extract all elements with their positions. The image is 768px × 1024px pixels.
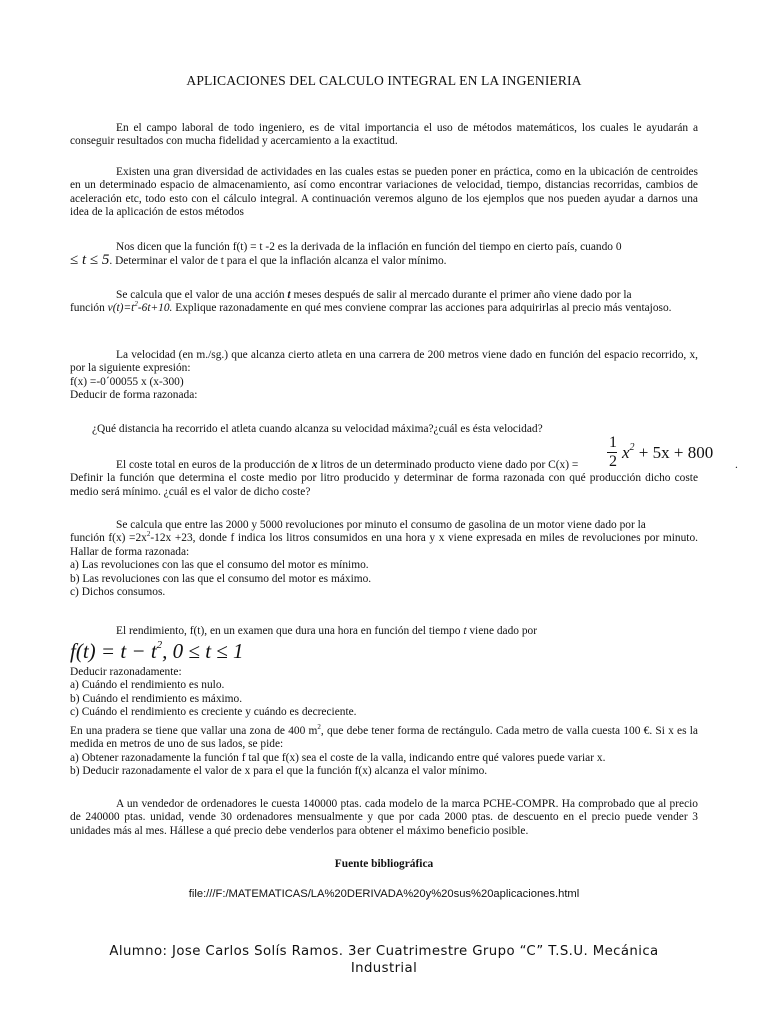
variable-x: x <box>311 459 318 471</box>
exam-questions <box>70 666 698 720</box>
exam-formula: $f(t) = t - t^2$, 0 ≤ t ≤ 1 <box>70 639 244 663</box>
problem-inflation-line2 <box>70 254 698 268</box>
athlete-instruction: Deducir de forma razonada: <box>70 389 198 402</box>
document-title: APLICACIONES DEL CALCULO INTEGRAL EN LA INGENIERIA <box>186 73 582 88</box>
problem-inflation <box>70 241 698 269</box>
student-footer <box>0 943 768 977</box>
engine-item: a) Las revoluciones con las que el consumo del motor es mínimo. <box>70 559 369 572</box>
problem-stock-text-c: función <box>70 302 105 315</box>
inflation-condition: ≤ t ≤ 5 <box>70 252 110 269</box>
fence-item: b) Deducir razonadamente el valor de x para el que la función f(x) alcanza el valor mínimo. <box>70 765 488 778</box>
cost-formula: $x^2 + 5x + 800$ <box>622 442 714 462</box>
footer-line-1: Alumno: Jose Carlos Solís Ramos. 3er Cuatrimestre Grupo “C” T.S.U. Mecánica <box>109 944 659 959</box>
exam-item: c) Cuándo el rendimiento es creciente y cuándo es decreciente. <box>70 706 357 719</box>
problem-fence-text-a: En una pradera se tiene que vallar una zona de 400 m <box>70 725 318 737</box>
problem-fence-text-b: , que debe tener forma de rectángulo. Cada metro de valla cuesta 100 €. Si x es la medida en metros de uno de sus lados, se pide: <box>70 725 698 751</box>
problem-exam <box>70 625 698 638</box>
variable-t: t <box>463 625 467 637</box>
fence-item: a) Obtener razonadamente la función f tal que f(x) sea el coste de la valla, indicando entre qué valores puede variar x. <box>70 751 606 764</box>
exam-item: a) Cuándo el rendimiento es nulo. <box>70 679 225 692</box>
problem-engine-intro: Se calcula que entre las 2000 y 5000 revoluciones por minuto el consumo de gasolina de un motor viene dado por la <box>116 519 646 531</box>
problem-computers: A un vendedor de ordenadores le cuesta 140000 ptas. cada modelo de la marca PCHE-COMPR. Ha comprobado que al precio de 240000 ptas. unidad, vende 30 ordenadores mensualmente y que por cada 2000 ptas. de descuento en el precio puede vender 3 unidades más al mes. Hállese a qué precio debe venderlos para obtener el máximo beneficio posible. <box>70 798 698 837</box>
exam-item: b) Cuándo el rendimiento es máximo. <box>70 692 243 705</box>
engine-formula: función f(x) =2x <box>70 532 147 545</box>
problem-engine: Se calcula que entre las 2000 y 5000 revoluciones por minuto el consumo de gasolina de un motor viene dado por la función $f(x) =2x^2-12x +23$, donde f indica los litros consumidos en una hora y x viene expresada en miles de revoluciones por minuto. Hallar de forma razonada: a) Las revoluciones con las que el consumo del motor es mínimo. b) Las revoluciones con las que el consumo del motor es máximo. c) Dichos consumos. <box>70 519 698 599</box>
athlete-formula: f(x) =-0´00055 x (x-300) <box>70 375 184 388</box>
problem-exam-text-a: El rendimiento, f(t), en un examen que dura una hora en función del tiempo <box>116 625 461 637</box>
problem-athlete-text: La velocidad (en m./sg.) que alcanza cierto atleta en una carrera de 200 metros viene dado en función del espacio recorrido, x, por la siguiente expresión: <box>70 349 698 375</box>
source-title: Fuente bibliográfica <box>334 858 434 870</box>
problem-inflation-text: Nos dicen que la función f(t) = t -2 es la derivada de la inflación en función del tiempo en cierto país, cuando 0 <box>116 241 622 253</box>
problem-engine-text: -12x +23, donde f indica los litros consumidos en una hora y x viene expresada en miles de revoluciones por minuto. Hallar de forma razonada: <box>70 532 698 558</box>
engine-item: c) Dichos consumos. <box>70 586 166 599</box>
problem-stock-text-d: Explique razonadamente en qué mes conviene comprar las acciones para adquirirlas al precio más ventajoso. <box>175 302 672 315</box>
problem-cost-text: Definir la función que determina el coste medio por litro producido y determinar de forma razonada con qué producción dicho coste medio será mínimo. ¿cuál es el valor de dicho coste? <box>70 472 698 498</box>
footer-line-2: Industrial <box>350 961 418 976</box>
problem-stock-text-b: meses después de salir al mercado durante el primer año viene dado por la <box>293 289 632 301</box>
cost-fraction-numerator: 1 <box>609 434 617 451</box>
engine-item: b) Las revoluciones con las que el consumo del motor es máximo. <box>70 572 372 585</box>
problem-cost <box>70 459 738 499</box>
problem-fence: En una pradera se tiene que vallar una zona de 400 $m^2$, que debe tener forma de rectángulo. Cada metro de valla cuesta 100 €. Si x es la medida en metros de uno de sus lados, se pide: a) Obtener razonadamente la función f tal que f(x) sea el coste de la valla, indicando entre qué valores puede variar x. b) Deducir razonadamente el valor de x para el que la función f(x) alcanza el valor mínimo. <box>70 723 698 778</box>
variable-t: t <box>287 289 291 301</box>
problem-athlete <box>70 349 698 403</box>
problem-stock <box>70 289 698 316</box>
problem-stock-line1 <box>70 289 698 302</box>
paragraph-intro: En el campo laboral de todo ingeniero, es de vital importancia el uso de métodos matemáticos, los cuales le ayudarán a conseguir resultados con mucha fidelidad y acercamiento a la exactitud. <box>70 122 698 148</box>
exam-instruction: Deducir razonadamente: <box>70 666 182 678</box>
stock-formula: $v(t)=t^2-6t+10$. <box>107 300 173 315</box>
paragraph-activities: Existen una gran diversidad de actividades en las cuales estas se pueden poner en práctica, como en la ubicación de centroides en un determinado espacio de almacenamiento, así como encontrar variaciones de velocidad, tiempo, distancias recorridas, cambios de aceleración etc, todo esto con el cálculo integral. A continuación veremos alguno de los ejemplos que nos pueden ayudar a darnos una idea de la aplicación de estos métodos <box>70 166 698 219</box>
problem-stock-text-a: Se calcula que el valor de una acción <box>116 289 285 301</box>
problem-cost-line1: El coste total en euros de la producción de x litros de un determinado producto viene dado por C(x) = . <box>116 459 738 471</box>
problem-inflation-question: . Determinar el valor de t para el que la inflación alcanza el valor mínimo. <box>109 255 447 268</box>
cost-fraction-denominator: 2 <box>609 453 617 470</box>
problem-exam-text-b: viene dado por <box>469 625 538 637</box>
source-link[interactable]: file:///F:/MATEMATICAS/LA%20DERIVADA%20y%20sus%20aplicaciones.html <box>188 888 580 900</box>
athlete-question: ¿Qué distancia ha recorrido el atleta cuando alcanza su velocidad máxima?¿cuál es ésta velocidad? <box>92 423 543 435</box>
